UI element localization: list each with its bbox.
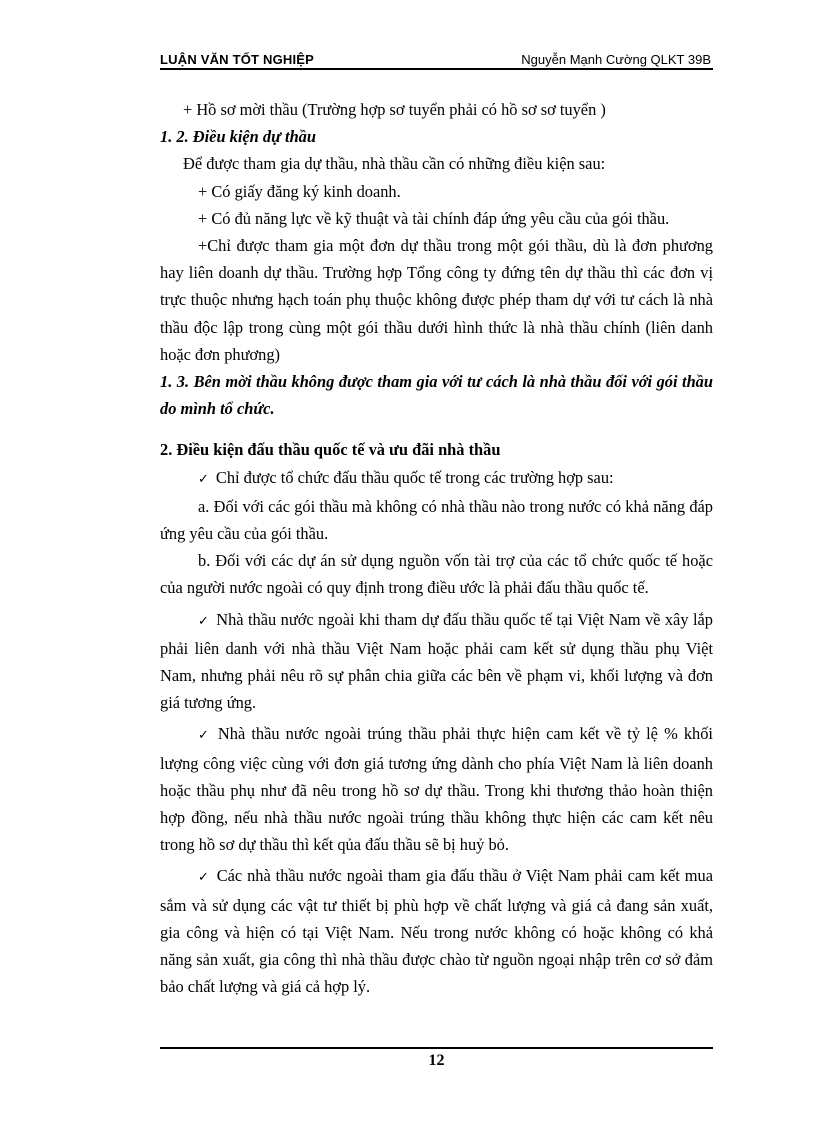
- checkmark-icon: ✓: [198, 471, 209, 487]
- checkmark-icon: ✓: [198, 870, 210, 886]
- paragraph-ho-so-moi-thau: + Hồ sơ mời thầu (Trường hợp sơ tuyển phải có hồ sơ sơ tuyển ): [183, 100, 606, 119]
- header-author: Nguyễn Mạnh Cường QLKT 39B: [521, 52, 711, 67]
- section-heading-1-2: 1. 2. Điều kiện dự thầu: [160, 127, 316, 147]
- paragraph-nang-luc: + Có đủ năng lực về kỹ thuật và tài chính đáp ứng yêu cầu của gói thầu.: [198, 208, 670, 228]
- page-number: 12: [428, 1052, 445, 1069]
- paragraph-case-a: a. Đối với các gói thầu mà không có nhà thầu nào trong nước có khả năng đáp ứng yêu cầu của gói thầu.: [160, 496, 713, 544]
- checkmark-icon: ✓: [198, 613, 210, 629]
- bullet-item-3: [160, 720, 713, 858]
- document-body: [160, 96, 713, 1001]
- header-divider: [160, 68, 713, 70]
- section-heading-1-3: 1. 3. Bên mời thầu không được tham gia với tư cách là nhà thầu đối với gói thầu do mình tổ chức.: [160, 372, 713, 419]
- bullet-text-3: Nhà thầu nước ngoài trúng thầu phải thực hiện cam kết về tỷ lệ % khối lượng công việc cùng với đơn giá tương ứng dành cho phía Việt Nam là liên doanh hoặc thầu phụ như đã nêu trong hồ sơ dự thầu. Trong khi thương thảo hoàn thiện hợp đồng, nếu nhà thầu nước ngoài trúng thầu không thực hiện các cam kết nêu trong hồ sơ dự thầu thì kết qủa đấu thầu sẽ bị huỷ bỏ.: [160, 724, 713, 855]
- section-heading-2: 2. Điều kiện đấu thầu quốc tế và ưu đãi nhà thầu: [160, 440, 501, 460]
- spacer: [160, 422, 713, 436]
- bullet-item-1: [160, 464, 713, 493]
- paragraph-dieu-kien-intro: Để được tham gia dự thầu, nhà thầu cần có những điều kiện sau:: [183, 154, 606, 174]
- bullet-text-2: Nhà thầu nước ngoài khi tham dự đấu thầu quốc tế tại Việt Nam về xây lắp phải liên danh với nhà thầu Việt Nam hoặc phải cam kết sử dụng thầu phụ Việt Nam, nhưng phải nêu rõ sự phân chia giữa các bên về phạm vi, khối lượng và đơn giá tương ứng.: [160, 609, 713, 713]
- bullet-text-1: Chỉ được tổ chức đấu thầu quốc tế trong các trường hợp sau:: [215, 467, 614, 487]
- header-thesis-title: LUẬN VĂN TỐT NGHIỆP: [160, 52, 315, 67]
- bullet-text-4: Các nhà thầu nước ngoài tham gia đấu thầu ở Việt Nam phải cam kết mua sắm và sử dụng các vật tư thiết bị phù hợp về chất lượng và giá cả đang sản xuất, gia công và hiện có tại Việt Nam. Nếu trong nước không có hoặc không có khả năng sản xuất, gia công thì nhà thầu được chào từ nguồn ngoại nhập trên cơ sở đảm bảo chất lượng và giá cả hợp lý.: [160, 866, 713, 997]
- checkmark-icon: ✓: [198, 728, 211, 744]
- paragraph-mot-don-du-thau: +Chỉ được tham gia một đơn dự thầu trong một gói thầu, dù là đơn phương hay liên doanh dự thầu. Trường hợp Tổng công ty đứng tên dự thầu thì các đơn vị trực thuộc nhưng hạch toán phụ thuộc không được phép tham dự với tư cách là nhà thầu độc lập trong cùng một gói thầu dưới hình thức là nhà thầu chính (liên danh hoặc đơn phương): [160, 236, 713, 364]
- paragraph-case-b: b. Đối với các dự án sử dụng nguồn vốn tài trợ của các tổ chức quốc tế hoặc của người nước ngoài có quy định trong điều ước là phải đấu thầu quốc tế.: [160, 551, 713, 598]
- bullet-item-4: [160, 862, 713, 1000]
- footer-divider: [160, 1047, 713, 1049]
- bullet-item-2: [160, 606, 713, 717]
- paragraph-giay-dang-ky: + Có giấy đăng ký kinh doanh.: [198, 181, 401, 201]
